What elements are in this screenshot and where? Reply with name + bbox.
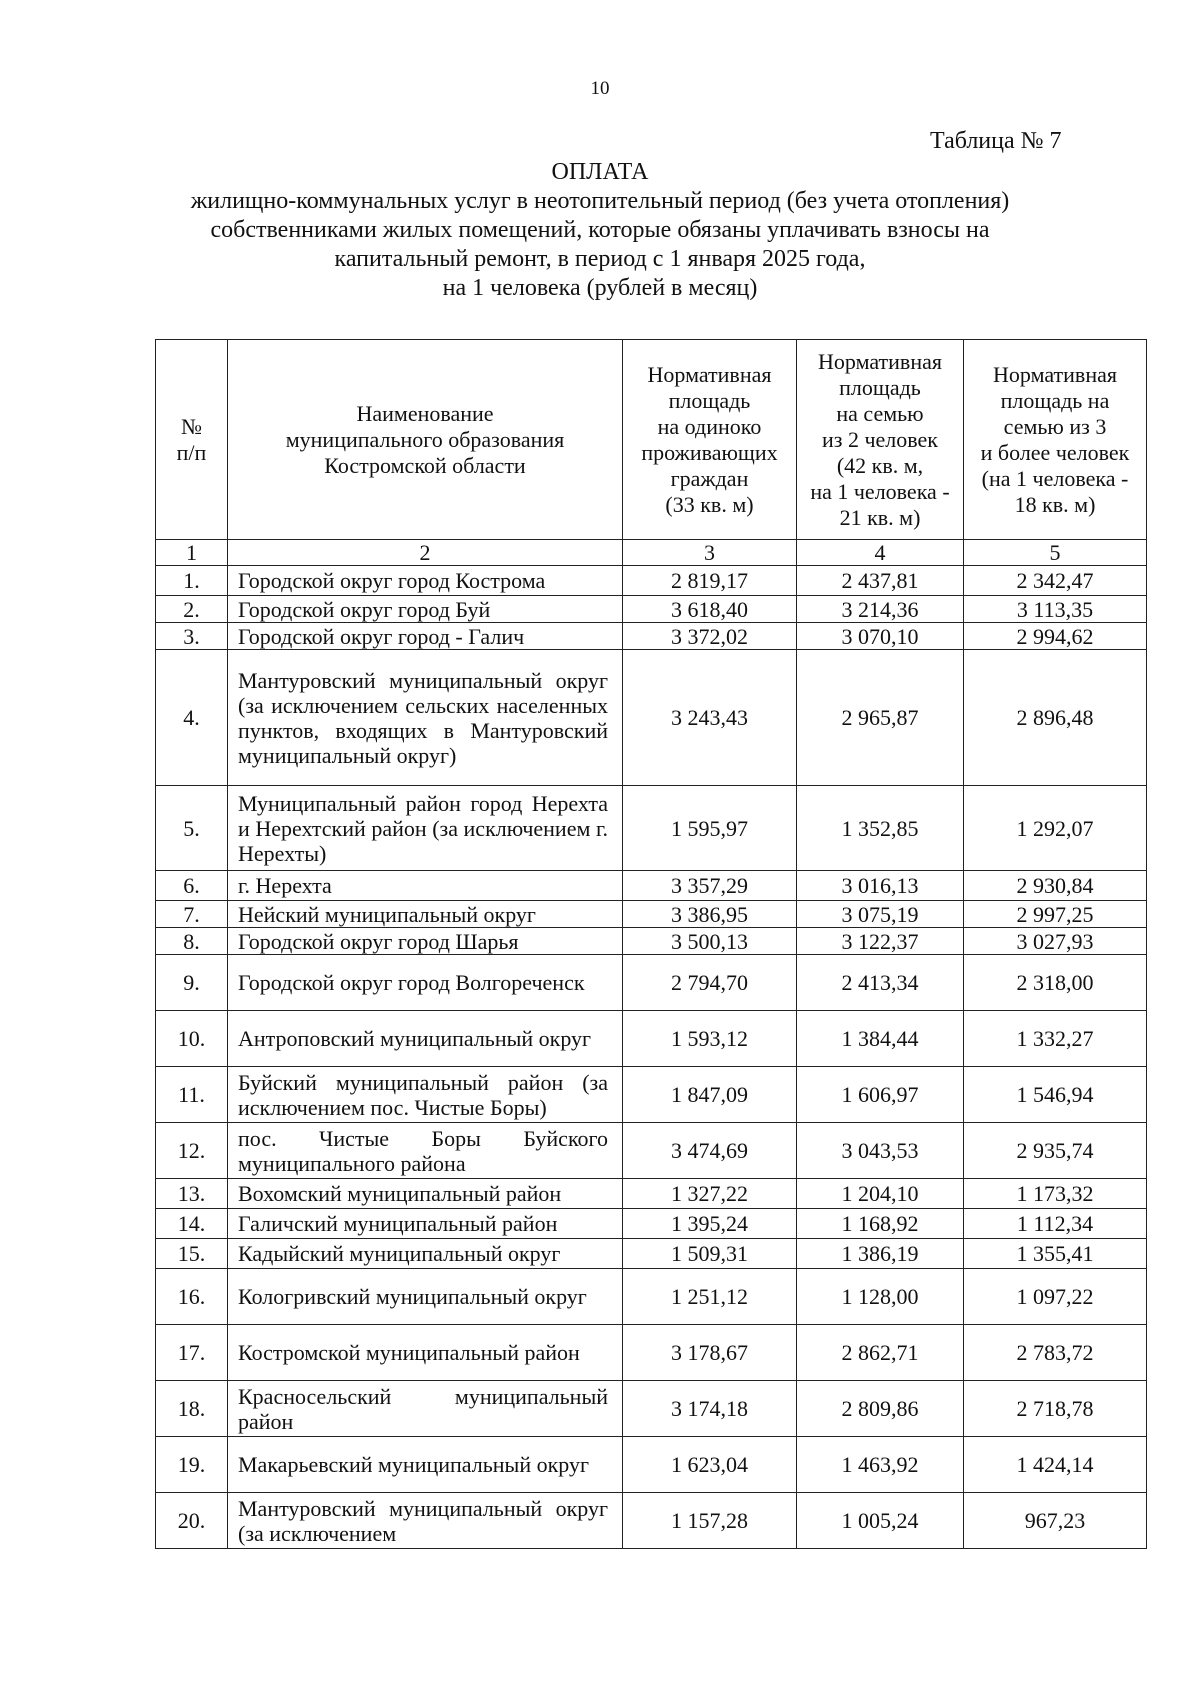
header-text: (33 кв. м) <box>665 491 754 517</box>
row-number: 17. <box>156 1325 228 1381</box>
row-value-single: 3 243,43 <box>623 650 797 786</box>
row-municipality: Костромской муниципальный район <box>228 1325 623 1381</box>
header-text: муниципального образования <box>285 426 565 452</box>
row-value-family-2: 1 463,92 <box>797 1437 964 1493</box>
column-number: 3 <box>623 540 797 566</box>
row-value-single: 1 251,12 <box>623 1269 797 1325</box>
page-number: 10 <box>590 78 610 99</box>
header-text: № <box>181 413 202 439</box>
table-row <box>156 1179 1147 1209</box>
row-value-single: 2 819,17 <box>623 566 797 596</box>
row-number: 14. <box>156 1209 228 1239</box>
row-municipality: Галичский муниципальный район <box>228 1209 623 1239</box>
row-municipality: пос. Чистые Боры Буйского муниципального района <box>228 1123 623 1179</box>
row-number: 6. <box>156 871 228 901</box>
table-row <box>156 955 1147 1011</box>
table-body <box>156 566 1147 1549</box>
header-text: площадь <box>839 374 921 400</box>
header-text: и более человек <box>980 439 1130 465</box>
row-value-family-3: 1 546,94 <box>964 1067 1147 1123</box>
column-number-row <box>156 540 1147 566</box>
table-row <box>156 650 1147 786</box>
column-number: 2 <box>228 540 623 566</box>
row-value-single: 2 794,70 <box>623 955 797 1011</box>
row-number: 10. <box>156 1011 228 1067</box>
row-number: 13. <box>156 1179 228 1209</box>
column-number: 5 <box>964 540 1147 566</box>
row-value-family-2: 2 862,71 <box>797 1325 964 1381</box>
row-value-family-3: 3 113,35 <box>964 596 1147 623</box>
heading-line: собственниками жилых помещений, которые обязаны уплачивать взносы на <box>210 217 990 243</box>
header-text: Нормативная <box>818 348 942 374</box>
row-municipality: Городской округ город Кострома <box>228 566 623 596</box>
row-value-family-2: 1 204,10 <box>797 1179 964 1209</box>
row-value-family-3: 2 783,72 <box>964 1325 1147 1381</box>
table-label: Таблица № 7 <box>930 128 1062 154</box>
row-municipality: Вохомский муниципальный район <box>228 1179 623 1209</box>
header-text: 18 кв. м) <box>1014 491 1096 517</box>
header-number <box>156 340 228 540</box>
header-text: п/п <box>176 439 207 465</box>
row-value-single: 3 178,67 <box>623 1325 797 1381</box>
row-number: 5. <box>156 786 228 871</box>
row-value-family-3: 3 027,93 <box>964 928 1147 955</box>
row-value-family-2: 1 168,92 <box>797 1209 964 1239</box>
row-municipality: Мантуровский муниципальный округ (за исключением <box>228 1493 623 1549</box>
row-number: 11. <box>156 1067 228 1123</box>
row-value-family-2: 3 070,10 <box>797 623 964 650</box>
row-value-family-2: 3 016,13 <box>797 871 964 901</box>
table-row <box>156 1493 1147 1549</box>
table-row <box>156 786 1147 871</box>
row-municipality: Буйский муниципальный район (за исключением пос. Чистые Боры) <box>228 1067 623 1123</box>
header-family-3 <box>964 340 1147 540</box>
row-value-single: 1 847,09 <box>623 1067 797 1123</box>
row-value-single: 1 157,28 <box>623 1493 797 1549</box>
row-value-family-2: 1 386,19 <box>797 1239 964 1269</box>
table-row <box>156 1381 1147 1437</box>
header-text: Нормативная <box>993 361 1117 387</box>
header-text: площадь на <box>1000 387 1110 413</box>
row-number: 15. <box>156 1239 228 1269</box>
row-number: 1. <box>156 566 228 596</box>
row-value-single: 3 372,02 <box>623 623 797 650</box>
payments-table <box>155 339 1147 1549</box>
row-value-single: 1 595,97 <box>623 786 797 871</box>
header-family-2 <box>797 340 964 540</box>
row-municipality: Мантуровский муниципальный округ (за исключением сельских населенных пунктов, входящих в Мантуровский муниципальный округ) <box>228 650 623 786</box>
header-text: граждан <box>670 465 749 491</box>
row-number: 19. <box>156 1437 228 1493</box>
table-row <box>156 871 1147 901</box>
row-value-family-3: 2 997,25 <box>964 901 1147 928</box>
table-row <box>156 1437 1147 1493</box>
row-value-family-2: 3 214,36 <box>797 596 964 623</box>
table-row <box>156 1269 1147 1325</box>
row-value-single: 3 386,95 <box>623 901 797 928</box>
row-value-family-2: 1 606,97 <box>797 1067 964 1123</box>
table-row <box>156 901 1147 928</box>
row-number: 18. <box>156 1381 228 1437</box>
header-text: Костромской области <box>324 452 526 478</box>
row-value-family-3: 1 332,27 <box>964 1011 1147 1067</box>
header-text: проживающих <box>641 439 778 465</box>
header-text: 21 кв. м) <box>839 504 921 530</box>
row-value-family-3: 2 935,74 <box>964 1123 1147 1179</box>
header-municipality <box>228 340 623 540</box>
row-municipality: г. Нерехта <box>228 871 623 901</box>
row-value-family-2: 2 437,81 <box>797 566 964 596</box>
heading-line: жилищно-коммунальных услуг в неотопительный период (без учета отопления) <box>190 188 1010 214</box>
row-number: 7. <box>156 901 228 928</box>
table-header-row <box>156 340 1147 540</box>
row-value-family-3: 967,23 <box>964 1493 1147 1549</box>
row-value-family-3: 2 896,48 <box>964 650 1147 786</box>
row-value-family-3: 2 342,47 <box>964 566 1147 596</box>
row-value-family-2: 2 413,34 <box>797 955 964 1011</box>
row-municipality: Муниципальный район город Нерехта и Нерехтский район (за исключением г. Нерехты) <box>228 786 623 871</box>
row-number: 2. <box>156 596 228 623</box>
table-row <box>156 623 1147 650</box>
row-municipality: Городской округ город Шарья <box>228 928 623 955</box>
column-number: 4 <box>797 540 964 566</box>
header-text: на 1 человека - <box>810 478 950 504</box>
header-text: (42 кв. м, <box>836 452 924 478</box>
row-value-family-2: 1 384,44 <box>797 1011 964 1067</box>
row-municipality: Кадыйский муниципальный округ <box>228 1239 623 1269</box>
heading-title: ОПЛАТА <box>551 159 649 185</box>
row-number: 4. <box>156 650 228 786</box>
row-number: 9. <box>156 955 228 1011</box>
table-row <box>156 1209 1147 1239</box>
row-value-family-3: 1 097,22 <box>964 1269 1147 1325</box>
row-value-family-3: 1 112,34 <box>964 1209 1147 1239</box>
header-text: Нормативная <box>647 361 772 387</box>
table-row <box>156 596 1147 623</box>
row-value-family-3: 1 173,32 <box>964 1179 1147 1209</box>
row-municipality: Антроповский муниципальный округ <box>228 1011 623 1067</box>
row-municipality: Городской округ город Буй <box>228 596 623 623</box>
header-text: (на 1 человека - <box>981 465 1129 491</box>
row-value-family-3: 1 292,07 <box>964 786 1147 871</box>
row-value-single: 3 474,69 <box>623 1123 797 1179</box>
row-value-family-3: 2 318,00 <box>964 955 1147 1011</box>
row-value-family-2: 3 075,19 <box>797 901 964 928</box>
row-value-family-2: 3 043,53 <box>797 1123 964 1179</box>
table-row <box>156 1325 1147 1381</box>
row-value-single: 1 593,12 <box>623 1011 797 1067</box>
header-text: Наименование <box>356 400 494 426</box>
header-text: на одиноко <box>657 413 762 439</box>
row-municipality: Макарьевский муниципальный округ <box>228 1437 623 1493</box>
table-row <box>156 566 1147 596</box>
row-value-family-2: 3 122,37 <box>797 928 964 955</box>
table-row <box>156 1011 1147 1067</box>
row-value-single: 1 327,22 <box>623 1179 797 1209</box>
row-value-single: 3 174,18 <box>623 1381 797 1437</box>
row-value-family-2: 1 128,00 <box>797 1269 964 1325</box>
row-value-family-2: 2 809,86 <box>797 1381 964 1437</box>
row-municipality: Нейский муниципальный округ <box>228 901 623 928</box>
document-heading <box>100 158 1100 303</box>
row-value-single: 3 618,40 <box>623 596 797 623</box>
table-row <box>156 1123 1147 1179</box>
row-value-family-3: 1 355,41 <box>964 1239 1147 1269</box>
header-single <box>623 340 797 540</box>
row-value-single: 1 395,24 <box>623 1209 797 1239</box>
row-municipality: Кологривский муниципальный округ <box>228 1269 623 1325</box>
row-value-family-2: 1 005,24 <box>797 1493 964 1549</box>
row-value-family-2: 1 352,85 <box>797 786 964 871</box>
table-row <box>156 1067 1147 1123</box>
table-row <box>156 1239 1147 1269</box>
header-text: площадь <box>668 387 751 413</box>
row-municipality: Городской округ город Волгореченск <box>228 955 623 1011</box>
header-text: из 2 человек <box>822 426 938 452</box>
row-value-single: 1 623,04 <box>623 1437 797 1493</box>
row-value-single: 3 500,13 <box>623 928 797 955</box>
row-municipality: Красносельский муниципальный район <box>228 1381 623 1437</box>
row-value-family-3: 1 424,14 <box>964 1437 1147 1493</box>
row-number: 8. <box>156 928 228 955</box>
row-value-family-3: 2 718,78 <box>964 1381 1147 1437</box>
row-number: 16. <box>156 1269 228 1325</box>
row-value-family-3: 2 930,84 <box>964 871 1147 901</box>
row-value-single: 3 357,29 <box>623 871 797 901</box>
row-municipality: Городской округ город - Галич <box>228 623 623 650</box>
row-value-family-2: 2 965,87 <box>797 650 964 786</box>
row-value-family-3: 2 994,62 <box>964 623 1147 650</box>
header-text: семью из 3 <box>1003 413 1107 439</box>
column-number: 1 <box>156 540 228 566</box>
header-text: на семью <box>836 400 924 426</box>
table-row <box>156 928 1147 955</box>
row-number: 12. <box>156 1123 228 1179</box>
row-value-single: 1 509,31 <box>623 1239 797 1269</box>
heading-line: на 1 человека (рублей в месяц) <box>442 275 758 301</box>
heading-line: капитальный ремонт, в период с 1 января 2025 года, <box>334 246 866 272</box>
row-number: 20. <box>156 1493 228 1549</box>
row-number: 3. <box>156 623 228 650</box>
